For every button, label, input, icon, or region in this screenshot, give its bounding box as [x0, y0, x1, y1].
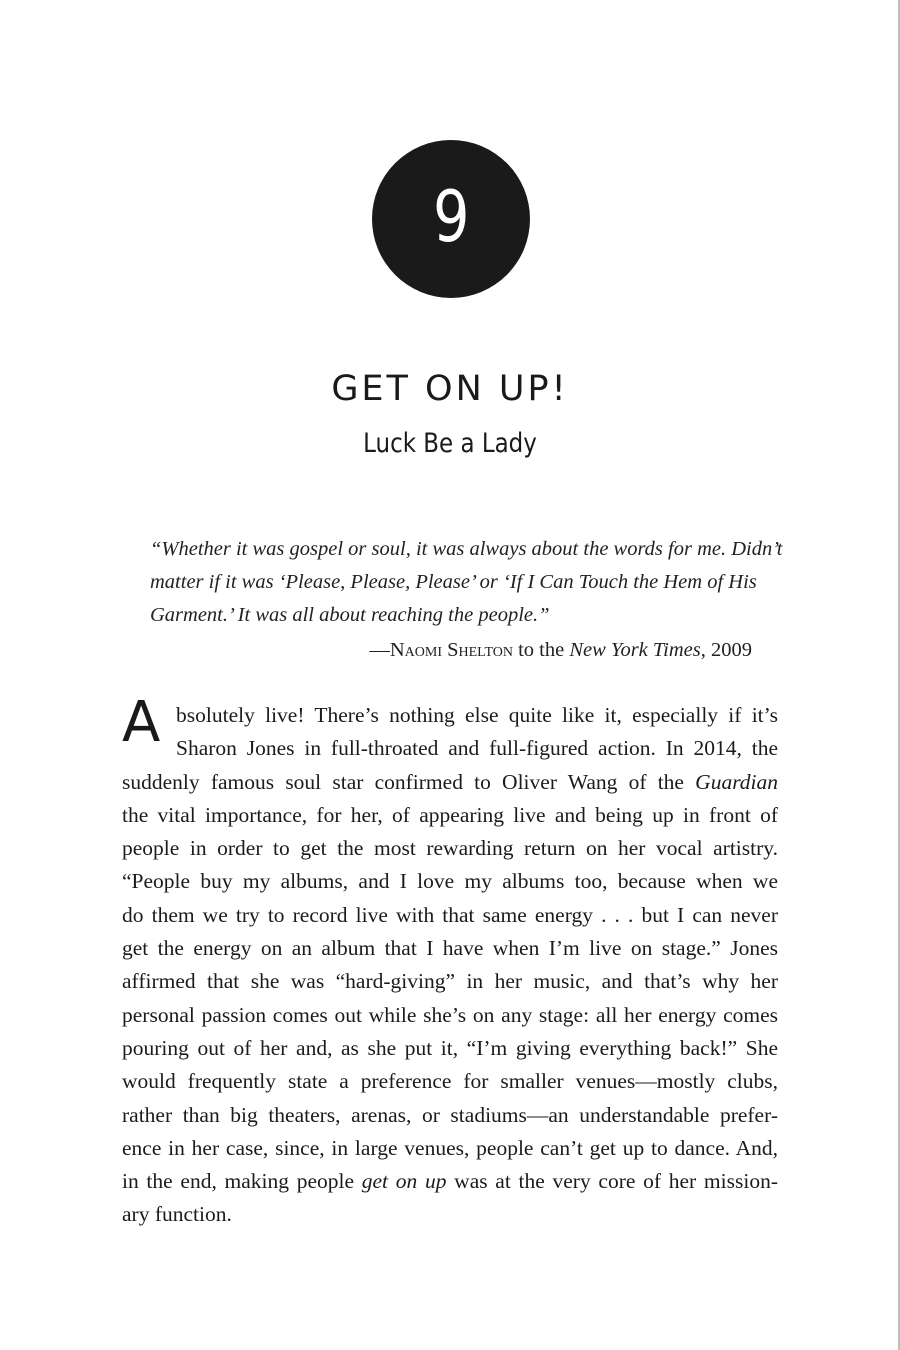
- body-line: ence in her case, since, in large venues, people can’t get up to dance. And,: [122, 1135, 778, 1160]
- body-line: [122, 766, 778, 799]
- body-line-text: was at the very core of her mission-: [446, 1169, 778, 1194]
- emphasis-text: get on up: [361, 1169, 447, 1194]
- chapter-subtitle: Luck Be a Lady: [363, 428, 537, 459]
- body-line: do them we try to record live with that same energy . . . but I can never: [122, 902, 778, 927]
- epigraph-line: Garment.’ It was all about reaching the people.”: [150, 604, 550, 626]
- body-line-text: bsolutely live! There’s nothing else quite like it, especially if it’s: [176, 703, 778, 727]
- epigraph-line: matter if it was ‘Please, Please, Please’ or ‘If I Can Touch the Hem of His: [150, 571, 757, 593]
- epigraph-attribution: [369, 634, 752, 667]
- body-line-text: suddenly famous soul star confirmed to Oliver Wang of the: [122, 769, 696, 794]
- body-line: pouring out of her and, as she put it, “I’m giving everything back!” She: [122, 1035, 778, 1060]
- chapter-number-badge: [372, 140, 530, 298]
- publication-title: Guardian: [695, 769, 778, 794]
- epigraph-line: “Whether it was gospel or soul, it was always about the words for me. Didn’t: [150, 538, 783, 560]
- body-line: “People buy my albums, and I love my albums too, because when we: [122, 869, 778, 894]
- body-line: get the energy on an album that I have when I’m live on stage.” Jones: [122, 936, 778, 961]
- attribution-dash: —: [369, 639, 390, 661]
- body-line: ary function.: [122, 1202, 232, 1227]
- body-line: rather than big theaters, arenas, or stadiums—an understandable prefer-: [122, 1102, 778, 1127]
- body-line: personal passion comes out while she’s on any stage: all her energy comes: [122, 1002, 778, 1027]
- body-line: would frequently state a preference for smaller venues—mostly clubs,: [122, 1069, 778, 1094]
- epigraph: [150, 533, 783, 632]
- body-paragraph: [122, 690, 778, 1232]
- attribution-connector: to the: [512, 639, 570, 661]
- chapter-number: 9: [432, 176, 470, 258]
- body-line: the vital importance, for her, of appearing live and being up in front of: [122, 802, 778, 827]
- body-line: Sharon Jones in full-throated and full-figured action. In 2014, the: [176, 736, 778, 761]
- body-line: affirmed that she was “hard-giving” in her music, and that’s why her: [122, 969, 778, 994]
- body-line: people in order to get the most rewarding return on her vocal artistry.: [122, 836, 778, 861]
- body-line-text: in the end, making people: [122, 1169, 362, 1194]
- body-line: [122, 1165, 778, 1198]
- attribution-year: , 2009: [700, 639, 752, 661]
- chapter-title: GET ON UP!: [331, 369, 569, 409]
- attribution-source: New York Times: [569, 639, 701, 661]
- attribution-name: Naomi Shelton: [389, 639, 513, 661]
- drop-cap: A: [122, 690, 161, 755]
